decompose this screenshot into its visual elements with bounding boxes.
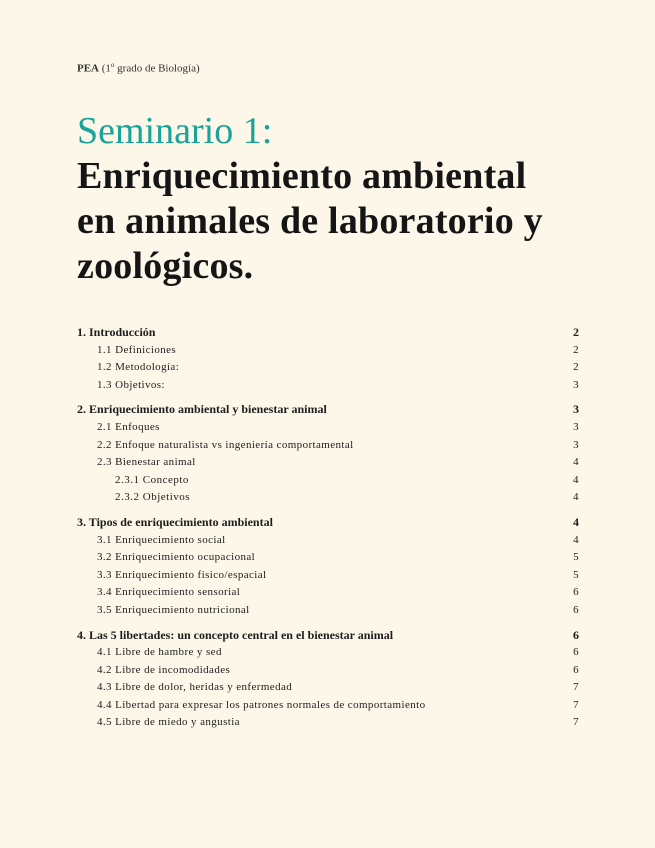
toc-entry-4-2[interactable] [77,662,579,680]
toc-page: 5 [573,551,579,564]
toc-page: 7 [573,698,579,711]
toc-label: 1.2 Metodología: [97,361,180,374]
toc-entry-2-3[interactable] [77,454,579,472]
toc-label: 1. Introducción [77,325,156,339]
toc-entry-1-2[interactable] [77,359,579,377]
toc-page: 4 [573,514,579,529]
toc-label: 2.2 Enfoque naturalista vs ingeniería comportamental [97,438,354,451]
toc-label: 3.4 Enriquecimiento sensorial [97,586,241,599]
table-of-contents [77,324,579,732]
toc-page: 4 [573,456,579,469]
toc-entry-2-1[interactable] [77,419,579,437]
title-seminar: Seminario 1: [77,110,273,152]
toc-entry-2-3-2[interactable] [77,489,579,507]
toc-entry-4-3[interactable] [77,679,579,697]
toc-page: 4 [573,533,579,546]
toc-label: 3.2 Enriquecimiento ocupacional [97,551,256,564]
toc-page: 4 [573,473,579,486]
toc-label: 3.3 Enriquecimiento físico/espacial [97,568,267,581]
toc-page: 2 [573,325,579,339]
toc-page: 3 [573,378,579,391]
course-open: (1 [101,62,111,75]
toc-page: 5 [573,568,579,581]
toc-label: 2.3 Bienestar animal [97,456,196,469]
toc-entry-3-4[interactable] [77,584,579,602]
toc-page: 6 [573,646,579,659]
toc-entry-3[interactable] [77,514,579,532]
toc-page: 2 [573,361,579,374]
toc-page: 4 [573,491,579,504]
toc-entry-3-2[interactable] [77,549,579,567]
toc-page: 3 [573,438,579,451]
course-header [77,61,200,75]
toc-entry-4-1[interactable] [77,644,579,662]
title-line-b: en animales de laboratorio y [77,200,543,242]
course-rest: grado de Biología) [114,62,200,75]
toc-entry-4[interactable] [77,627,579,645]
toc-label: 1.1 Definiciones [97,343,177,356]
toc-label: 4.3 Libre de dolor, heridas y enfermedad [97,681,293,694]
toc-page: 7 [573,681,579,694]
document-title [77,108,597,289]
toc-page: 3 [573,402,579,417]
toc-page: 6 [573,663,579,676]
toc-entry-1[interactable] [77,324,579,342]
title-line-a: Enriquecimiento ambiental [77,155,527,197]
toc-label: 4.2 Libre de incomodidades [97,663,231,676]
title-line-c: zoológicos. [77,245,254,287]
toc-label: 4.4 Libertad para expresar los patrones normales de comportamiento [97,698,426,711]
toc-entry-2-3-1[interactable] [77,472,579,490]
toc-label: 4.5 Libre de miedo y angustia [97,716,240,729]
toc-label: 2.3.1 Concepto [115,473,189,486]
toc-entry-3-5[interactable] [77,602,579,620]
toc-entry-4-4[interactable] [77,697,579,715]
toc-page: 6 [573,627,579,642]
toc-label: 3.1 Enriquecimiento social [97,533,226,546]
toc-entry-2[interactable] [77,401,579,419]
course-abbr: PEA [77,62,99,75]
toc-label: 4. Las 5 libertades: un concepto central en el bienestar animal [77,627,394,642]
toc-page: 3 [573,420,579,433]
course-ordinal: o [110,61,115,69]
toc-label: 3. Tipos de enriquecimiento ambiental [77,514,273,529]
toc-label: 1.3 Objetivos: [97,378,165,391]
toc-page: 6 [573,586,579,599]
toc-entry-1-3[interactable] [77,377,579,395]
toc-label: 2.1 Enfoques [97,420,160,433]
toc-page: 6 [573,603,579,616]
toc-label: 4.1 Libre de hambre y sed [97,646,222,659]
toc-entry-3-1[interactable] [77,532,579,550]
toc-page: 2 [573,343,579,356]
toc-entry-2-2[interactable] [77,437,579,455]
toc-page: 7 [573,716,579,729]
toc-label: 2.3.2 Objetivos [115,491,191,504]
toc-label: 2. Enriquecimiento ambiental y bienestar animal [77,402,327,417]
toc-entry-3-3[interactable] [77,567,579,585]
toc-entry-4-5[interactable] [77,714,579,732]
toc-entry-1-1[interactable] [77,342,579,360]
toc-label: 3.5 Enriquecimiento nutricional [97,603,250,616]
